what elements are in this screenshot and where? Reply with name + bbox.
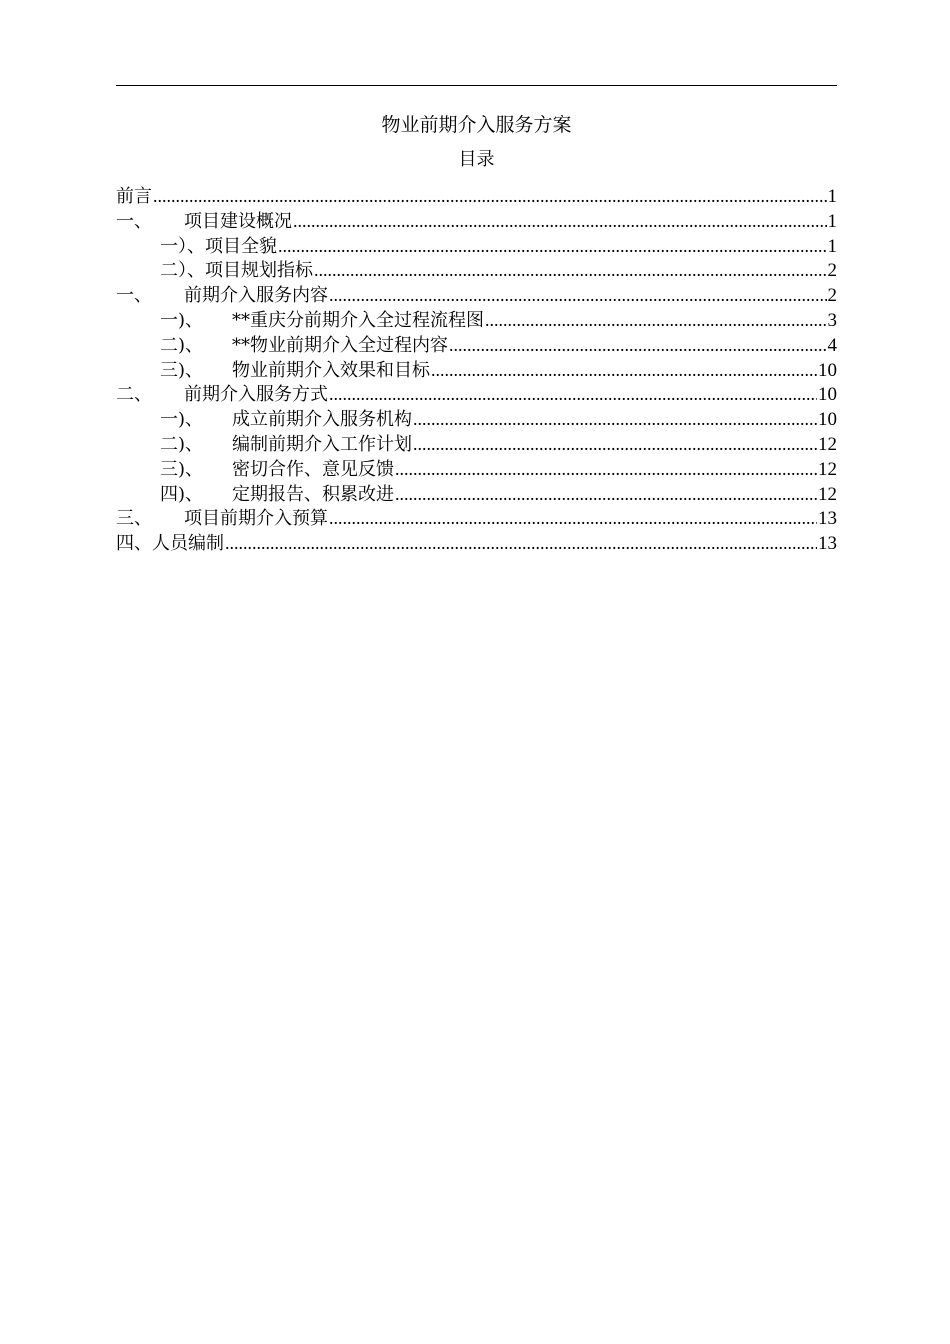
toc-entry-number: 三)、 [160,458,204,480]
toc-entry-page: 10 [818,409,837,431]
toc-entry-number: 一）、 [160,235,205,257]
toc-entry-text: 前期介入服务内容 [184,285,328,307]
toc-entry-section[interactable] [116,506,837,531]
toc-dot-leader [449,333,827,358]
toc-entry-page: 3 [827,309,837,331]
toc-entry-number: 一、 [116,285,152,307]
toc-entry-subsection[interactable] [116,308,837,333]
toc-dot-leader [329,283,827,308]
toc-entry-text: 前期介入服务方式 [184,384,328,406]
toc-dot-leader [293,209,827,234]
toc-entry-page: 13 [818,508,837,530]
toc-entry-text: 项目前期介入预算 [184,508,328,530]
toc-entry-page: 12 [818,458,837,480]
toc-entry-page: 4 [827,334,837,356]
toc-entry-number: 三)、 [160,359,204,381]
toc-entry-page: 1 [827,210,837,232]
toc-entry-subsection[interactable] [116,407,837,432]
toc-entry-number: 三、 [116,508,152,530]
toc-entry-number: 一、 [116,210,152,232]
toc-entry-staffing[interactable] [116,531,837,556]
toc-entry-text: **重庆分前期介入全过程流程图 [232,309,484,331]
toc-entry-page: 10 [818,359,837,381]
toc-entry-text: 项目规划指标 [205,260,313,282]
toc-entry-page: 13 [818,533,837,555]
toc-entry-text: 项目全貌 [205,235,277,257]
toc-entry-page: 10 [818,384,837,406]
toc-entry-subsection[interactable] [116,432,837,457]
toc-entry-number: 四)、 [160,483,204,505]
toc-dot-leader [314,258,827,283]
toc-entry-text: 项目建设概况 [184,210,292,232]
toc-entry-subsection[interactable] [116,333,837,358]
toc-entry-page: 12 [818,433,837,455]
toc-entry-page: 1 [827,186,837,207]
toc-dot-leader [278,234,827,259]
document-title: 物业前期介入服务方案 [381,114,572,136]
toc-entry-text: **物业前期介入全过程内容 [232,334,448,356]
toc-entry-page: 1 [827,235,837,257]
toc-entry-text: 前言 [116,186,152,207]
toc-entry-section[interactable] [116,283,837,308]
toc-entry-subsection[interactable] [116,457,837,482]
toc-entry-text: 成立前期介入服务机构 [232,409,412,431]
toc-dot-leader [485,308,827,333]
toc-entry-section[interactable] [116,209,837,234]
toc-heading: 目录 [458,149,495,170]
toc-dot-leader [329,382,817,407]
toc-dot-leader [153,184,827,209]
toc-entry-number: 二)、 [160,334,204,356]
toc-dot-leader [413,407,817,432]
toc-entry-text: 密切合作、意见反馈 [232,458,394,480]
toc-entry-text: 编制前期介入工作计划 [232,433,412,455]
toc-entry-subsection[interactable] [116,258,837,283]
toc-dot-leader [395,457,817,482]
toc-entry-text: 四、人员编制 [116,533,224,555]
toc-entry-subsection[interactable] [116,234,837,259]
toc-entry-preface[interactable] [116,184,837,209]
toc-entry-text: 定期报告、积累改进 [232,483,394,505]
toc-entry-section[interactable] [116,382,837,407]
toc-entry-subsection[interactable] [116,482,837,507]
toc-entry-page: 12 [818,483,837,505]
toc-entry-page: 2 [827,285,837,307]
toc-dot-leader [413,432,817,457]
table-of-contents [116,184,837,556]
toc-dot-leader [431,358,817,383]
toc-entry-number: 一)、 [160,409,204,431]
toc-entry-page: 2 [827,260,837,282]
toc-entry-number: 二）、 [160,260,205,282]
toc-entry-number: 二、 [116,384,152,406]
toc-entry-number: 二)、 [160,433,204,455]
toc-entry-subsection[interactable] [116,358,837,383]
toc-entry-text: 物业前期介入效果和目标 [232,359,430,381]
toc-dot-leader [395,482,817,507]
header-rule [116,85,837,86]
toc-dot-leader [329,506,817,531]
toc-dot-leader [225,531,817,556]
toc-entry-number: 一)、 [160,309,204,331]
